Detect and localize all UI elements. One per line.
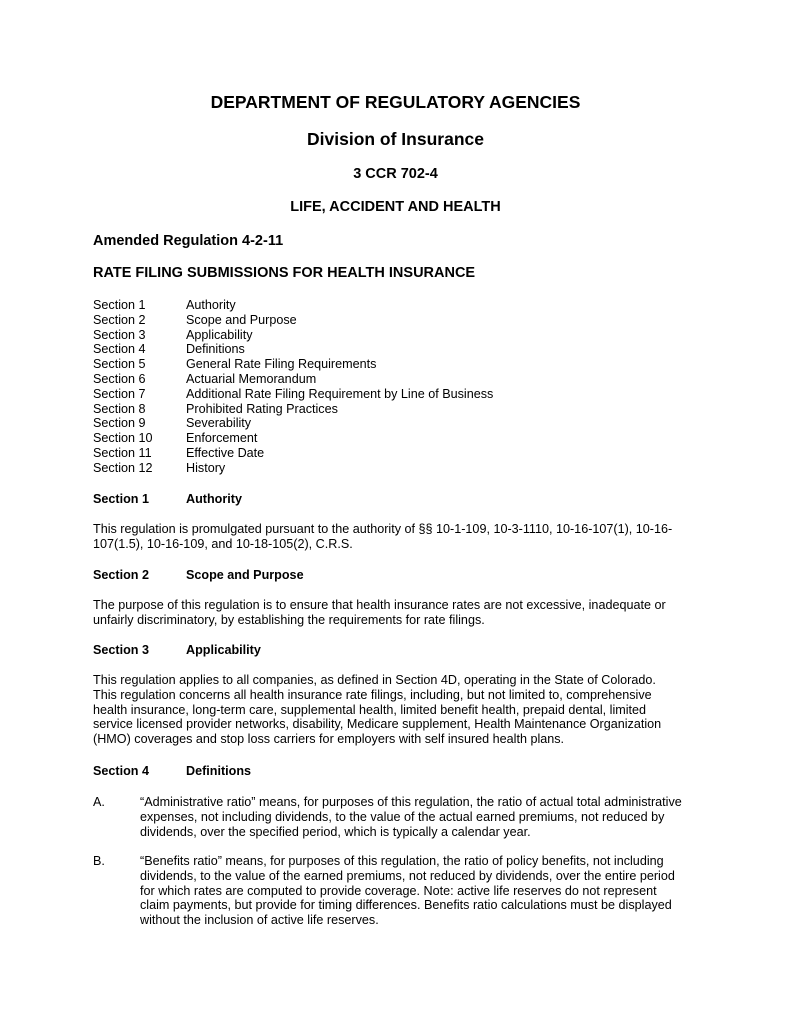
toc-section-title: Enforcement bbox=[186, 431, 258, 446]
section-title: Authority bbox=[186, 492, 242, 506]
division-title: Division of Insurance bbox=[307, 129, 484, 149]
definition-line: for which rates are computed to provide coverage. Note: active life reserves do not represent bbox=[140, 883, 657, 898]
section-title: Definitions bbox=[186, 764, 252, 778]
section-heading bbox=[93, 492, 242, 506]
toc-section-number: Section 6 bbox=[93, 371, 146, 386]
section-heading bbox=[93, 764, 251, 778]
table-of-contents bbox=[93, 298, 493, 476]
definition-line: claim payments, but provide for timing differences. Benefits ratio calculations must be displayed bbox=[140, 898, 672, 913]
toc-section-number: Section 1 bbox=[93, 298, 146, 312]
toc-section-number: Section 3 bbox=[93, 327, 146, 342]
paragraph-line: (HMO) coverages and stop loss carriers for employers with self insured health plans. bbox=[93, 732, 565, 747]
regulation-title: RATE FILING SUBMISSIONS FOR HEALTH INSURANCE bbox=[93, 265, 476, 281]
toc-item bbox=[93, 461, 493, 476]
toc-item bbox=[93, 357, 493, 372]
section-number: Section 1 bbox=[93, 492, 149, 506]
toc-section-title: Definitions bbox=[186, 342, 245, 357]
toc-section-number: Section 10 bbox=[93, 431, 153, 446]
toc-section-title: General Rate Filing Requirements bbox=[186, 357, 377, 372]
toc-section-title: Actuarial Memorandum bbox=[186, 371, 317, 386]
paragraph-line: service licensed provider networks, disability, Medicare supplement, Health Maintenance Organization bbox=[93, 717, 662, 732]
paragraph-line: unfairly discriminatory, by establishing the requirements for rate filings. bbox=[93, 612, 485, 627]
toc-item bbox=[93, 416, 493, 431]
category-title: LIFE, ACCIDENT AND HEALTH bbox=[290, 199, 501, 215]
definition-line: without the inclusion of active life reserves. bbox=[140, 913, 379, 928]
definition-item bbox=[93, 854, 700, 928]
definition-line: “Benefits ratio” means, for purposes of this regulation, the ratio of policy benefits, not including bbox=[140, 854, 664, 868]
paragraph-line: 107(1.5), 10-16-109, and 10-18-105(2), C.R.S. bbox=[93, 536, 353, 551]
toc-section-number: Section 4 bbox=[93, 342, 146, 357]
toc-section-title: Effective Date bbox=[186, 445, 265, 460]
definition-line: dividends, to the value of the earned premiums, not reduced by dividends, over the entire period bbox=[140, 868, 675, 883]
toc-item bbox=[93, 446, 493, 461]
department-title: DEPARTMENT OF REGULATORY AGENCIES bbox=[210, 92, 581, 112]
toc-item bbox=[93, 387, 493, 402]
regulation-number: Amended Regulation 4-2-11 bbox=[93, 233, 284, 249]
definition-line: “Administrative ratio” means, for purposes of this regulation, the ratio of actual total administrative bbox=[140, 795, 682, 809]
toc-item bbox=[93, 402, 493, 417]
section-title: Scope and Purpose bbox=[186, 568, 304, 582]
toc-section-number: Section 8 bbox=[93, 401, 146, 416]
toc-section-title: History bbox=[186, 460, 226, 475]
section-paragraph bbox=[93, 673, 701, 747]
toc-section-number: Section 2 bbox=[93, 312, 146, 327]
toc-section-title: Additional Rate Filing Requirement by Line of Business bbox=[186, 386, 494, 401]
section-paragraph bbox=[93, 598, 701, 628]
toc-section-title: Severability bbox=[186, 416, 252, 431]
toc-section-number: Section 11 bbox=[93, 445, 152, 460]
toc-section-title: Authority bbox=[186, 298, 236, 312]
definition-label: B. bbox=[93, 854, 105, 868]
regulation-code: 3 CCR 702-4 bbox=[353, 166, 438, 182]
toc-section-number: Section 5 bbox=[93, 357, 146, 372]
toc-section-number: Section 12 bbox=[93, 460, 153, 475]
toc-item bbox=[93, 328, 493, 343]
toc-item bbox=[93, 372, 493, 387]
toc-section-number: Section 7 bbox=[93, 386, 146, 401]
definition-text bbox=[140, 854, 700, 928]
definition-item bbox=[93, 795, 700, 839]
paragraph-line: This regulation concerns all health insurance rate filings, including, but not limited to, comprehensive bbox=[93, 687, 652, 702]
toc-section-title: Scope and Purpose bbox=[186, 312, 297, 327]
section-number: Section 4 bbox=[93, 764, 149, 778]
toc-item bbox=[93, 431, 493, 446]
toc-section-title: Prohibited Rating Practices bbox=[186, 401, 338, 416]
section-heading bbox=[93, 568, 304, 582]
toc-item bbox=[93, 313, 493, 328]
toc-item bbox=[93, 298, 493, 313]
section-number: Section 2 bbox=[93, 568, 149, 582]
toc-section-number: Section 9 bbox=[93, 416, 146, 431]
paragraph-line: The purpose of this regulation is to ensure that health insurance rates are not excessive, inadequate or bbox=[93, 598, 666, 612]
paragraph-line: This regulation applies to all companies, as defined in Section 4D, operating in the State of Colorado. bbox=[93, 673, 656, 687]
toc-item bbox=[93, 342, 493, 357]
section-heading bbox=[93, 643, 261, 657]
definition-line: dividends, over the specified period, which is typically a calendar year. bbox=[140, 824, 531, 839]
paragraph-line: health insurance, long-term care, supplemental health, limited benefit health, prepaid dental, limited bbox=[93, 702, 647, 717]
section-title: Applicability bbox=[186, 643, 261, 657]
definition-label: A. bbox=[93, 795, 105, 809]
definition-line: expenses, not including dividends, to the value of the actual earned premiums, not reduced by bbox=[140, 809, 665, 824]
section-paragraph bbox=[93, 522, 701, 552]
section-number: Section 3 bbox=[93, 643, 149, 657]
definition-text bbox=[140, 795, 700, 839]
toc-section-title: Applicability bbox=[186, 327, 253, 342]
paragraph-line: This regulation is promulgated pursuant to the authority of §§ 10-1-109, 10-3-1110, 10-16-107(1), 10-16- bbox=[93, 522, 673, 536]
